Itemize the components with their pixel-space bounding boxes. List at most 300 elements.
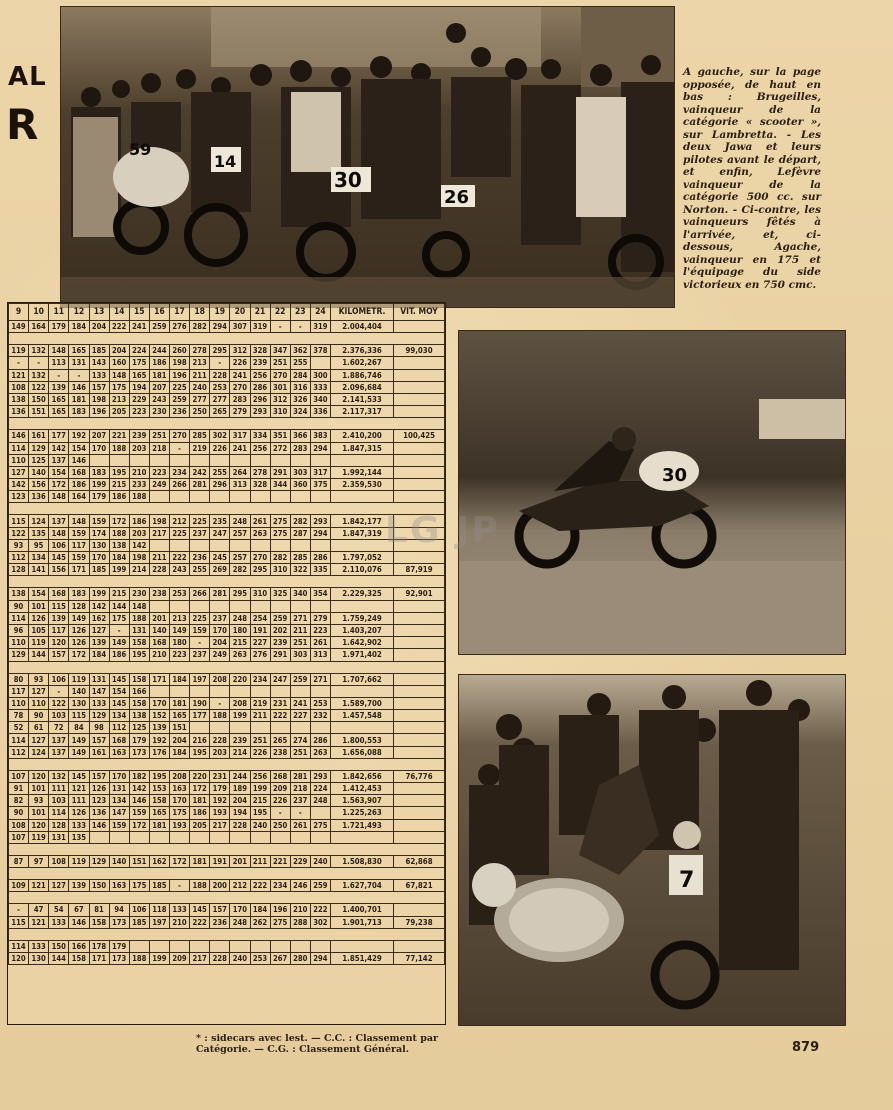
table-cell	[230, 685, 250, 697]
table-cell: 87,919	[394, 564, 445, 576]
table-cell: 293	[310, 770, 330, 782]
table-cell: 131	[109, 783, 129, 795]
table-cell: 205	[190, 819, 210, 831]
table-cell	[190, 539, 210, 551]
table-cell	[331, 940, 394, 952]
table-cell: 141	[29, 564, 49, 576]
table-cell: 168	[149, 637, 169, 649]
table-cell: 228	[210, 369, 230, 381]
table-cell: 270	[230, 381, 250, 393]
table-cell	[394, 685, 445, 697]
table-cell	[394, 357, 445, 369]
table-cell: 211	[250, 710, 270, 722]
table-cell: 276	[250, 649, 270, 661]
table-row	[9, 600, 445, 612]
table-cell: 173	[129, 746, 149, 758]
table-row	[9, 880, 445, 892]
table-row	[9, 491, 445, 503]
table-cell: 188	[129, 952, 149, 964]
table-cell: 193	[210, 807, 230, 819]
table-cell: 158	[129, 697, 149, 709]
table-cell	[149, 454, 169, 466]
table-cell: 2.376,336	[331, 345, 394, 357]
table-cell: 195	[109, 466, 129, 478]
table-cell: 213	[190, 357, 210, 369]
table-cell: 95	[29, 539, 49, 551]
table-cell: 208	[210, 673, 230, 685]
table-row	[9, 952, 445, 964]
table-cell: 120	[29, 819, 49, 831]
footnote: * : sidecars avec lest. — C.C. : Classement par Catégorie. — C.G. : Classement Général.	[196, 1033, 439, 1055]
table-cell	[210, 539, 230, 551]
table-cell: 207	[89, 430, 109, 442]
table-cell: 126	[89, 783, 109, 795]
table-cell	[394, 454, 445, 466]
table-cell: 333	[310, 381, 330, 393]
table-cell: 277	[210, 393, 230, 405]
table-cell: 210	[170, 916, 190, 928]
table-cell: 145	[69, 770, 89, 782]
table-cell: 256	[250, 770, 270, 782]
table-cell: 245	[210, 552, 230, 564]
table-cell: 120	[49, 637, 69, 649]
table-cell: 186	[149, 357, 169, 369]
table-cell: 191	[250, 624, 270, 636]
table-cell: 47	[29, 904, 49, 916]
table-cell: 241	[230, 442, 250, 454]
table-cell: 239	[250, 357, 270, 369]
table-cell: 130	[69, 697, 89, 709]
table-cell: 253	[210, 381, 230, 393]
table-cell: 143	[89, 357, 109, 369]
group-separator-cell	[9, 418, 445, 430]
table-cell	[250, 454, 270, 466]
table-cell: 140	[109, 855, 129, 867]
table-cell: 243	[170, 564, 190, 576]
table-cell: 90	[9, 600, 29, 612]
table-cell: -	[29, 357, 49, 369]
table-cell: 114	[9, 612, 29, 624]
table-cell: 1.851,429	[331, 952, 394, 964]
table-cell: 158	[149, 795, 169, 807]
table-cell	[190, 722, 210, 734]
table-cell: 156	[29, 479, 49, 491]
table-cell: 178	[89, 940, 109, 952]
table-cell: 257	[230, 552, 250, 564]
table-cell: 294	[310, 952, 330, 964]
table-cell: 94	[109, 904, 129, 916]
table-cell: 224	[310, 783, 330, 795]
table-cell: 77,142	[394, 952, 445, 964]
table-cell: 282	[290, 515, 310, 527]
table-cell	[310, 831, 330, 843]
table-cell	[190, 831, 210, 843]
table-cell	[290, 539, 310, 551]
table-cell: 285	[190, 430, 210, 442]
table-cell	[310, 807, 330, 819]
table-cell: 255	[190, 564, 210, 576]
table-cell	[331, 454, 394, 466]
table-cell: 117	[49, 624, 69, 636]
table-cell: 211	[149, 552, 169, 564]
table-cell: 282	[230, 564, 250, 576]
table-cell: 250	[190, 406, 210, 418]
table-cell: 175	[109, 381, 129, 393]
table-cell: 168	[49, 588, 69, 600]
table-cell: 204	[210, 637, 230, 649]
table-cell: 133	[89, 369, 109, 381]
table-cell	[394, 466, 445, 478]
title-fragment-2: R	[6, 100, 39, 149]
group-separator-cell	[9, 661, 445, 673]
table-cell	[250, 940, 270, 952]
table-cell: 172	[190, 783, 210, 795]
table-cell: 231	[210, 770, 230, 782]
table-cell	[310, 491, 330, 503]
table-cell: 177	[49, 430, 69, 442]
table-cell: 261	[310, 637, 330, 649]
table-cell: 115	[49, 600, 69, 612]
table-cell: 251	[250, 734, 270, 746]
table-cell: 237	[290, 795, 310, 807]
table-cell: 260	[170, 345, 190, 357]
group-separator-cell	[9, 843, 445, 855]
table-cell: 228	[210, 734, 230, 746]
table-cell	[394, 624, 445, 636]
table-cell: 161	[89, 746, 109, 758]
table-cell	[149, 600, 169, 612]
table-cell: 295	[250, 564, 270, 576]
table-cell: 195	[250, 807, 270, 819]
table-cell: 2.110,076	[331, 564, 394, 576]
table-cell: 149	[69, 734, 89, 746]
number-7: 7	[679, 868, 695, 893]
table-cell: 263	[230, 649, 250, 661]
table-cell: 101	[29, 600, 49, 612]
table-cell: 101	[29, 783, 49, 795]
table-cell: 119	[29, 637, 49, 649]
table-cell: 192	[210, 795, 230, 807]
table-cell: 107	[9, 831, 29, 843]
table-cell: 2.359,530	[331, 479, 394, 491]
group-separator	[9, 418, 445, 430]
table-cell: 255	[210, 466, 230, 478]
table-cell: 186	[69, 479, 89, 491]
table-cell: 173	[109, 952, 129, 964]
table-cell: 241	[230, 369, 250, 381]
table-cell: 62,868	[394, 855, 445, 867]
table-cell: 137	[49, 515, 69, 527]
table-row	[9, 819, 445, 831]
table-cell: 324	[290, 406, 310, 418]
table-cell	[394, 697, 445, 709]
table-cell: 111	[69, 795, 89, 807]
table-cell	[394, 321, 445, 333]
table-row	[9, 454, 445, 466]
table-cell: 296	[210, 479, 230, 491]
table-cell: 162	[149, 855, 169, 867]
table-row	[9, 916, 445, 928]
table-cell: 227	[250, 637, 270, 649]
table-cell: 185	[89, 564, 109, 576]
table-cell: 125	[129, 722, 149, 734]
table-cell: 112	[9, 746, 29, 758]
table-cell: 188	[190, 880, 210, 892]
table-cell: 138	[129, 710, 149, 722]
table-cell: 110	[29, 697, 49, 709]
column-header: 14	[109, 304, 129, 321]
table-cell: 234	[250, 673, 270, 685]
table-row	[9, 381, 445, 393]
table-cell: 1.589,700	[331, 697, 394, 709]
table-cell: 156	[49, 564, 69, 576]
group-separator	[9, 868, 445, 880]
table-cell: 235	[210, 515, 230, 527]
table-cell: 236	[170, 406, 190, 418]
table-cell	[149, 685, 169, 697]
table-cell: 223	[129, 406, 149, 418]
table-cell: 326	[290, 393, 310, 405]
table-cell	[210, 454, 230, 466]
table-cell: 127	[29, 734, 49, 746]
table-cell: 129	[29, 442, 49, 454]
table-row	[9, 940, 445, 952]
column-header: 18	[190, 304, 210, 321]
table-cell: 173	[109, 916, 129, 928]
table-cell: 259	[149, 321, 169, 333]
table-cell: 1.457,548	[331, 710, 394, 722]
table-cell: 319	[250, 321, 270, 333]
table-cell: 79,238	[394, 916, 445, 928]
table-cell: 195	[190, 746, 210, 758]
table-cell: 313	[230, 479, 250, 491]
table-cell: 229	[129, 393, 149, 405]
table-cell: 149	[170, 624, 190, 636]
table-cell	[394, 479, 445, 491]
table-cell: 133	[49, 916, 69, 928]
table-cell: 52	[9, 722, 29, 734]
table-cell: 295	[210, 345, 230, 357]
table-cell	[89, 831, 109, 843]
photo-caption: A gauche, sur la page opposée, de haut en bas : Brugeilles, vainqueur de la catégorie « scooter », sur Lambretta. - Les deux Jawa et leurs pilotes avant le départ, et enfin, Lefèvre vainqueur de la catégorie 500 cc. sur Norton. - Ci-contre, les vainqueurs fêtés à l'arrivée, et, ci-dessous, Agache, vainqueur en 175 et l'équipage du side victorieux en 750 cmc.	[683, 66, 821, 291]
table-cell: 154	[49, 466, 69, 478]
table-cell: 127	[89, 624, 109, 636]
table-cell: 1.886,746	[331, 369, 394, 381]
table-cell: 275	[270, 916, 290, 928]
table-row	[9, 321, 445, 333]
table-cell: 171	[89, 952, 109, 964]
table-cell: 226	[230, 357, 250, 369]
table-cell: 128	[9, 564, 29, 576]
table-cell: 168	[69, 466, 89, 478]
table-cell: 259	[290, 673, 310, 685]
table-cell: 183	[69, 588, 89, 600]
table-cell: 122	[29, 381, 49, 393]
table-cell: 179	[109, 940, 129, 952]
table-cell	[250, 600, 270, 612]
column-header: 21	[250, 304, 270, 321]
table-cell: 159	[109, 819, 129, 831]
table-cell: 193	[170, 819, 190, 831]
table-cell: 243	[149, 393, 169, 405]
table-cell: 229	[290, 855, 310, 867]
table-row	[9, 746, 445, 758]
table-cell	[210, 831, 230, 843]
table-cell: 199	[109, 564, 129, 576]
table-cell: 303	[290, 649, 310, 661]
table-cell: 360	[290, 479, 310, 491]
table-cell: 218	[149, 442, 169, 454]
table-cell: 166	[129, 685, 149, 697]
table-cell	[394, 406, 445, 418]
table-cell: 146	[9, 430, 29, 442]
table-cell: 293	[250, 406, 270, 418]
table-cell: 132	[49, 770, 69, 782]
table-cell: 170	[89, 552, 109, 564]
table-cell	[290, 600, 310, 612]
table-cell: 237	[190, 649, 210, 661]
table-cell: 126	[69, 807, 89, 819]
table-cell: 354	[310, 588, 330, 600]
table-cell: 199	[89, 479, 109, 491]
group-separator-cell	[9, 868, 445, 880]
table-cell: 113	[49, 357, 69, 369]
table-cell: 150	[29, 393, 49, 405]
table-cell: 310	[250, 588, 270, 600]
table-cell: 1.842,656	[331, 770, 394, 782]
table-cell: 196	[89, 406, 109, 418]
title-fragment-1: AL	[8, 62, 47, 92]
table-cell: 288	[290, 916, 310, 928]
table-cell: 2.096,684	[331, 381, 394, 393]
table-cell: 204	[230, 795, 250, 807]
table-cell	[230, 600, 250, 612]
table-cell: 158	[129, 673, 149, 685]
table-cell: 250	[270, 819, 290, 831]
table-cell: 101	[29, 807, 49, 819]
table-cell	[109, 831, 129, 843]
table-cell: 301	[270, 381, 290, 393]
table-row	[9, 588, 445, 600]
table-row	[9, 430, 445, 442]
group-separator-cell	[9, 758, 445, 770]
table-cell: 93	[29, 673, 49, 685]
table-cell: 154	[109, 685, 129, 697]
table-cell: 215	[109, 479, 129, 491]
table-cell: -	[210, 697, 230, 709]
table-cell: 280	[290, 952, 310, 964]
photo-sidecar-crew	[458, 674, 846, 1026]
table-cell: 146	[69, 454, 89, 466]
table-cell	[210, 600, 230, 612]
table-cell: 211	[290, 624, 310, 636]
table-row	[9, 807, 445, 819]
table-cell: 175	[129, 880, 149, 892]
number-26: 26	[444, 187, 470, 208]
table-cell: 93	[29, 795, 49, 807]
table-cell: 138	[109, 539, 129, 551]
table-cell: 159	[129, 807, 149, 819]
table-cell: 281	[210, 588, 230, 600]
table-cell: 251	[270, 357, 290, 369]
table-cell: 148	[49, 491, 69, 503]
table-cell: 133	[69, 819, 89, 831]
table-cell: 139	[49, 381, 69, 393]
table-cell: 184	[89, 649, 109, 661]
table-cell: 239	[270, 637, 290, 649]
table-cell: 282	[190, 321, 210, 333]
column-header: 9	[9, 304, 29, 321]
watermark: LG JP	[385, 510, 500, 551]
table-cell: 236	[210, 916, 230, 928]
table-cell: 112	[109, 722, 129, 734]
table-cell: 204	[170, 734, 190, 746]
table-cell: 159	[69, 552, 89, 564]
table-cell: 249	[149, 479, 169, 491]
table-cell: 226	[250, 746, 270, 758]
table-cell: 137	[49, 454, 69, 466]
table-cell: 234	[270, 880, 290, 892]
table-cell: 226	[270, 795, 290, 807]
table-row	[9, 722, 445, 734]
table-row	[9, 697, 445, 709]
table-cell: 120	[9, 952, 29, 964]
table-cell	[170, 940, 190, 952]
table-cell	[270, 685, 290, 697]
table-cell: 157	[210, 904, 230, 916]
table-cell: 1.847,319	[331, 527, 394, 539]
table-cell: 170	[170, 795, 190, 807]
table-cell: 310	[270, 564, 290, 576]
table-cell: 163	[170, 783, 190, 795]
table-cell: 165	[149, 807, 169, 819]
table-cell: 294	[310, 442, 330, 454]
table-cell	[310, 940, 330, 952]
table-cell: 106	[49, 539, 69, 551]
table-cell: 183	[89, 466, 109, 478]
table-row	[9, 527, 445, 539]
table-cell: 204	[89, 321, 109, 333]
table-cell: 2.117,317	[331, 406, 394, 418]
table-cell: 160	[109, 357, 129, 369]
table-cell	[89, 454, 109, 466]
table-cell: 214	[129, 564, 149, 576]
table-cell: 82	[9, 795, 29, 807]
number-30: 30	[334, 168, 362, 192]
table-cell	[394, 600, 445, 612]
table-cell: 232	[310, 710, 330, 722]
group-separator	[9, 928, 445, 940]
table-cell: 247	[270, 673, 290, 685]
table-cell: 268	[270, 770, 290, 782]
table-cell	[394, 746, 445, 758]
table-cell: 204	[109, 345, 129, 357]
table-cell: 198	[129, 552, 149, 564]
table-cell: 226	[210, 442, 230, 454]
table-cell: 106	[49, 673, 69, 685]
table-cell: 209	[270, 783, 290, 795]
table-cell: 1.707,662	[331, 673, 394, 685]
table-row	[9, 357, 445, 369]
table-cell: 108	[49, 855, 69, 867]
table-cell: 114	[49, 807, 69, 819]
table-cell: 253	[250, 952, 270, 964]
table-cell: 195	[149, 770, 169, 782]
table-cell: 202	[270, 624, 290, 636]
column-header: VIT. MOY	[394, 304, 445, 321]
table-cell: 93	[9, 539, 29, 551]
table-cell: 319	[310, 321, 330, 333]
